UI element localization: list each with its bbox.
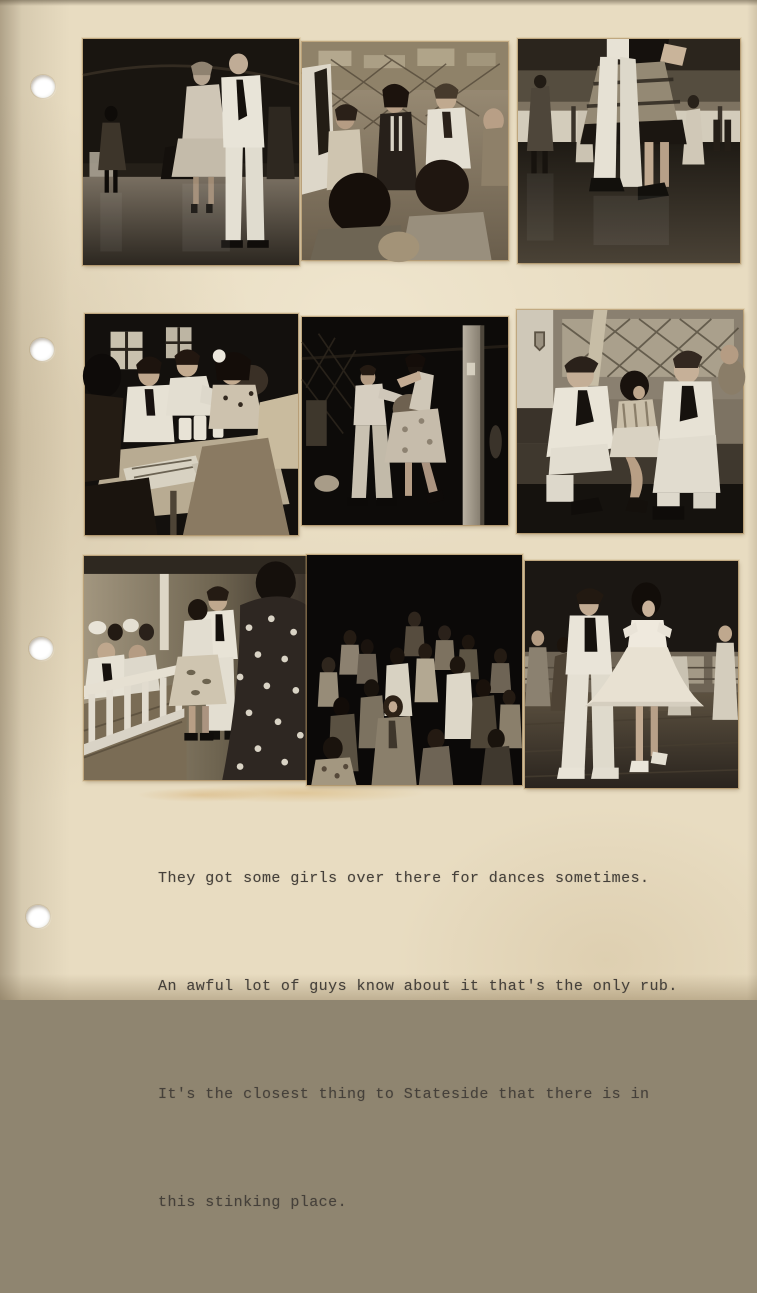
- photo-5-image: [302, 317, 508, 525]
- photo-7-image: [84, 556, 307, 780]
- photo-9-image: [525, 561, 738, 788]
- photo-2: [302, 42, 508, 260]
- photo-4-image: [85, 314, 298, 535]
- photo-1-image: [83, 39, 299, 265]
- photo-7: [84, 556, 307, 780]
- photo-6: [517, 310, 743, 533]
- caption-block: [158, 789, 678, 1293]
- photo-4: [85, 314, 298, 535]
- photo-8-image: [307, 555, 522, 785]
- photo-1: [83, 39, 299, 265]
- hole-punch: [30, 338, 54, 361]
- photo-6-image: [517, 310, 743, 533]
- hole-punch: [29, 637, 53, 660]
- photo-5: [302, 317, 508, 525]
- photo-2-image: [302, 42, 508, 260]
- photo-3: [518, 39, 740, 263]
- photo-3-image: [518, 39, 740, 263]
- hole-punch: [26, 905, 50, 928]
- hole-punch: [31, 75, 55, 98]
- caption-line: They got some girls over there for dances sometimes.: [158, 870, 650, 887]
- caption-line: It's the closest thing to Stateside that there is in: [158, 1086, 650, 1103]
- caption-line: this stinking place.: [158, 1194, 348, 1211]
- caption-line: An awful lot of guys know about it that's the only rub.: [158, 978, 678, 995]
- photo-9: [525, 561, 738, 788]
- photo-8: [307, 555, 522, 785]
